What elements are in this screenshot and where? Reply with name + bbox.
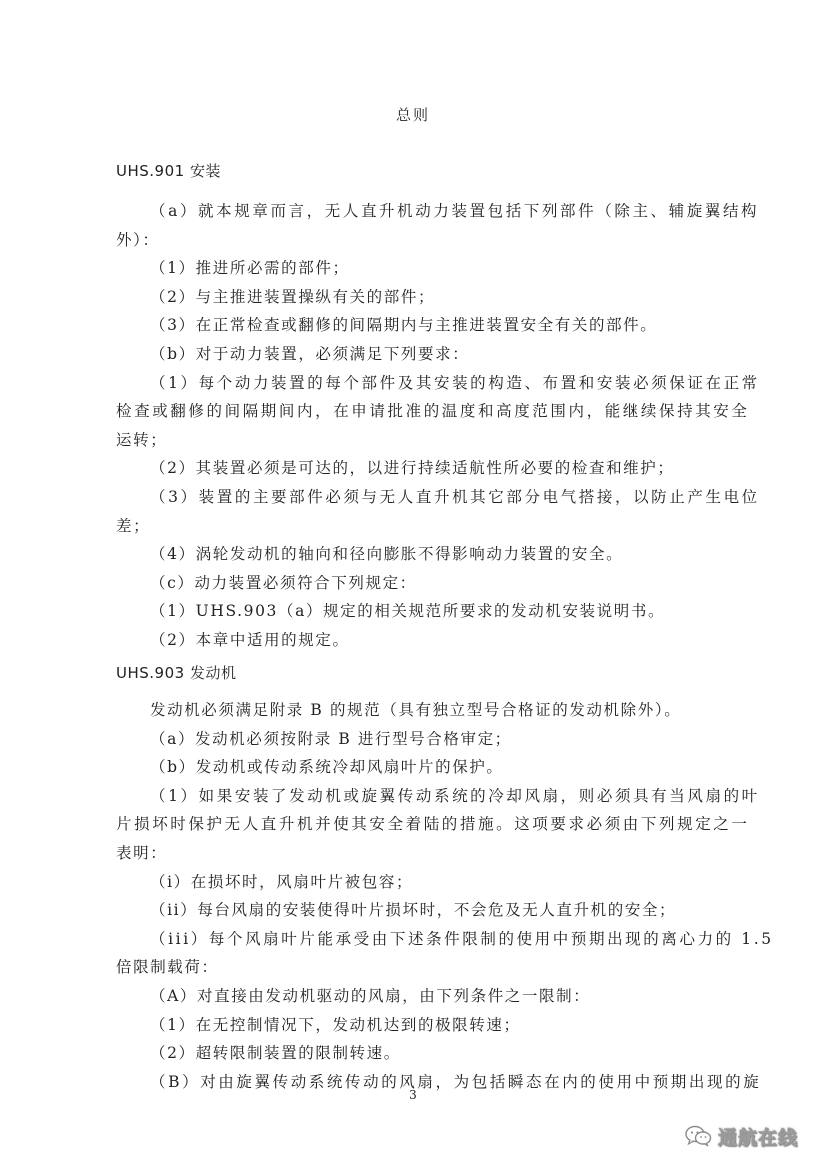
section-heading-901: UHS.901 安装 — [116, 162, 221, 180]
paragraph-line: 检查或翻修的间隔期间内，在申请批准的温度和高度范围内，能继续保持其安全 — [116, 402, 750, 421]
section-heading-903: UHS.903 发动机 — [116, 664, 237, 682]
paragraph-line: 发动机必须满足附录 B 的规范（具有独立型号合格证的发动机除外）。 — [150, 701, 682, 719]
paragraph-line: （c）动力装置必须符合下列规定： — [150, 573, 417, 592]
paragraph-line: （b）发动机或传动系统冷却风扇叶片的保护。 — [150, 758, 504, 777]
paragraph-line: （1）如果安装了发动机或旋翼传动系统的冷却风扇，则必须具有当风扇的叶 — [150, 786, 760, 805]
paragraph-line: （3）在正常检查或翻修的间隔期内与主推进装置安全有关的部件。 — [150, 316, 658, 335]
paragraph-line: （a）就本规章而言，无人直升机动力装置包括下列部件（除主、辅旋翼结构 — [150, 202, 760, 220]
paragraph-line: （1）每个动力装置的每个部件及其安装的构造、布置和安装必须保证在正常 — [150, 373, 760, 392]
paragraph-line: 运转； — [116, 430, 168, 449]
paragraph-line: （3）装置的主要部件必须与无人直升机其它部分电气搭接，以防止产生电位 — [150, 488, 760, 506]
watermark-text: 通航在线 — [718, 1126, 799, 1149]
paragraph-line: （a）发动机必须按附录 B 进行型号合格审定； — [150, 729, 512, 748]
paragraph-line: （2）本章中适用的规定。 — [150, 631, 350, 649]
paragraph-line: （B）对由旋翼传动系统传动的风扇，为包括瞬态在内的使用中预期出现的旋 — [150, 1072, 762, 1091]
paragraph-line: （2）其装置必须是可达的，以进行持续适航性所必要的检查和维护； — [150, 459, 675, 478]
paragraph-line: （1）在无控制情况下，发动机达到的极限转速； — [150, 1015, 521, 1034]
paragraph-line: 倍限制载荷： — [116, 958, 219, 977]
page-number: 3 — [409, 1088, 417, 1102]
paragraph-line: 片损坏时保护无人直升机并使其安全着陆的措施。这项要求必须由下列规定之一 — [116, 815, 750, 834]
paragraph-line: （2）与主推进装置操纵有关的部件； — [150, 287, 436, 306]
paragraph-line: 外）： — [116, 230, 160, 249]
paragraph-line: （4）涡轮发动机的轴向和径向膨胀不得影响动力装置的安全。 — [150, 545, 624, 564]
watermark — [684, 1122, 814, 1150]
paragraph-line: （ii）每台风扇的安装使得叶片损坏时，不会危及无人直升机的安全； — [150, 901, 677, 920]
page-title: 总则 — [395, 106, 430, 124]
paragraph-line: （1）UHS.903（a）规定的相关规范所要求的发动机安装说明书。 — [150, 602, 666, 621]
paragraph-line: （i）在损坏时，风扇叶片被包容； — [150, 872, 414, 891]
paragraph-line: （1）推进所必需的部件； — [150, 259, 350, 278]
paragraph-line: （A）对直接由发动机驱动的风扇，由下列条件之一限制： — [150, 987, 591, 1005]
paragraph-line: （2）超转限制装置的限制转速。 — [150, 1044, 401, 1063]
paragraph-line: （b）对于动力装置，必须满足下列要求： — [150, 345, 470, 363]
wechat-icon — [684, 1124, 712, 1148]
paragraph-line: 表明： — [116, 844, 168, 862]
paragraph-line: 差； — [116, 516, 151, 535]
paragraph-line: （iii）每个风扇叶片能承受由下述条件限制的使用中预期出现的离心力的 1.5 — [150, 929, 774, 948]
